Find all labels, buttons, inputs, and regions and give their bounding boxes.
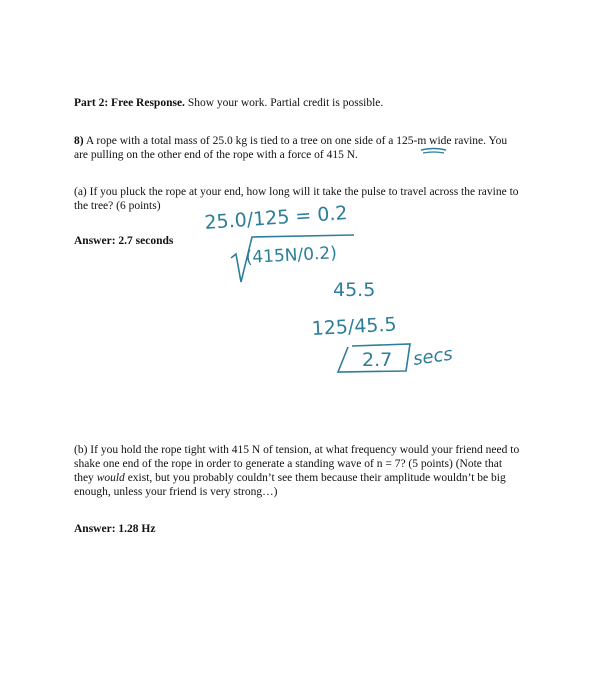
hw-step-3: 45.5: [333, 279, 376, 301]
part-b-text-1: (b) If you hold the rope tight with 415 N of tension, at what frequency would your friend need to: [74, 444, 520, 456]
underline-mark-2: [423, 152, 444, 153]
part-b-text-3-emphasis: would: [96, 472, 125, 484]
underline-mark: [421, 149, 446, 151]
part-a-answer-text: Answer: 2.7 seconds: [74, 235, 174, 247]
part-b-text-4: enough, unless your friend is very strong…): [74, 486, 278, 498]
question-number: 8): [74, 135, 84, 147]
part-b-answer-text: Answer: 1.28 Hz: [74, 523, 156, 535]
hw-result: 2.7: [362, 349, 393, 371]
hw-step-2: (415N/0.2): [245, 243, 338, 268]
part-header-subtitle: Show your work. Partial credit is possible.: [187, 97, 384, 109]
part-b-text-3a: they: [74, 472, 97, 484]
question-8-text-1: A rope with a total mass of 25.0 kg is tied to a tree on one side of a 125-m wide ravine. You: [85, 135, 508, 147]
part-header-title: Part 2: Free Response.: [74, 97, 185, 109]
hw-step-4: 125/45.5: [311, 313, 398, 340]
part-a-text-1: (a) If you pluck the rope at your end, how long will it take the pulse to travel across the ravine to: [74, 186, 519, 198]
part-b-text-3b: exist, but you probably couldn’t see them because their amplitude wouldn’t be big: [124, 472, 506, 484]
hw-step-1: 25.0/125 = 0.2: [203, 202, 349, 234]
part-a-text-2: the tree? (6 points): [74, 200, 161, 212]
hw-unit: secs: [411, 343, 455, 370]
question-8-text-2: are pulling on the other end of the rope with a force of 415 N.: [74, 149, 358, 161]
part-b-text-2: shake one end of the rope in order to generate a standing wave of n = 7? (5 points) (Note that: [74, 458, 503, 470]
